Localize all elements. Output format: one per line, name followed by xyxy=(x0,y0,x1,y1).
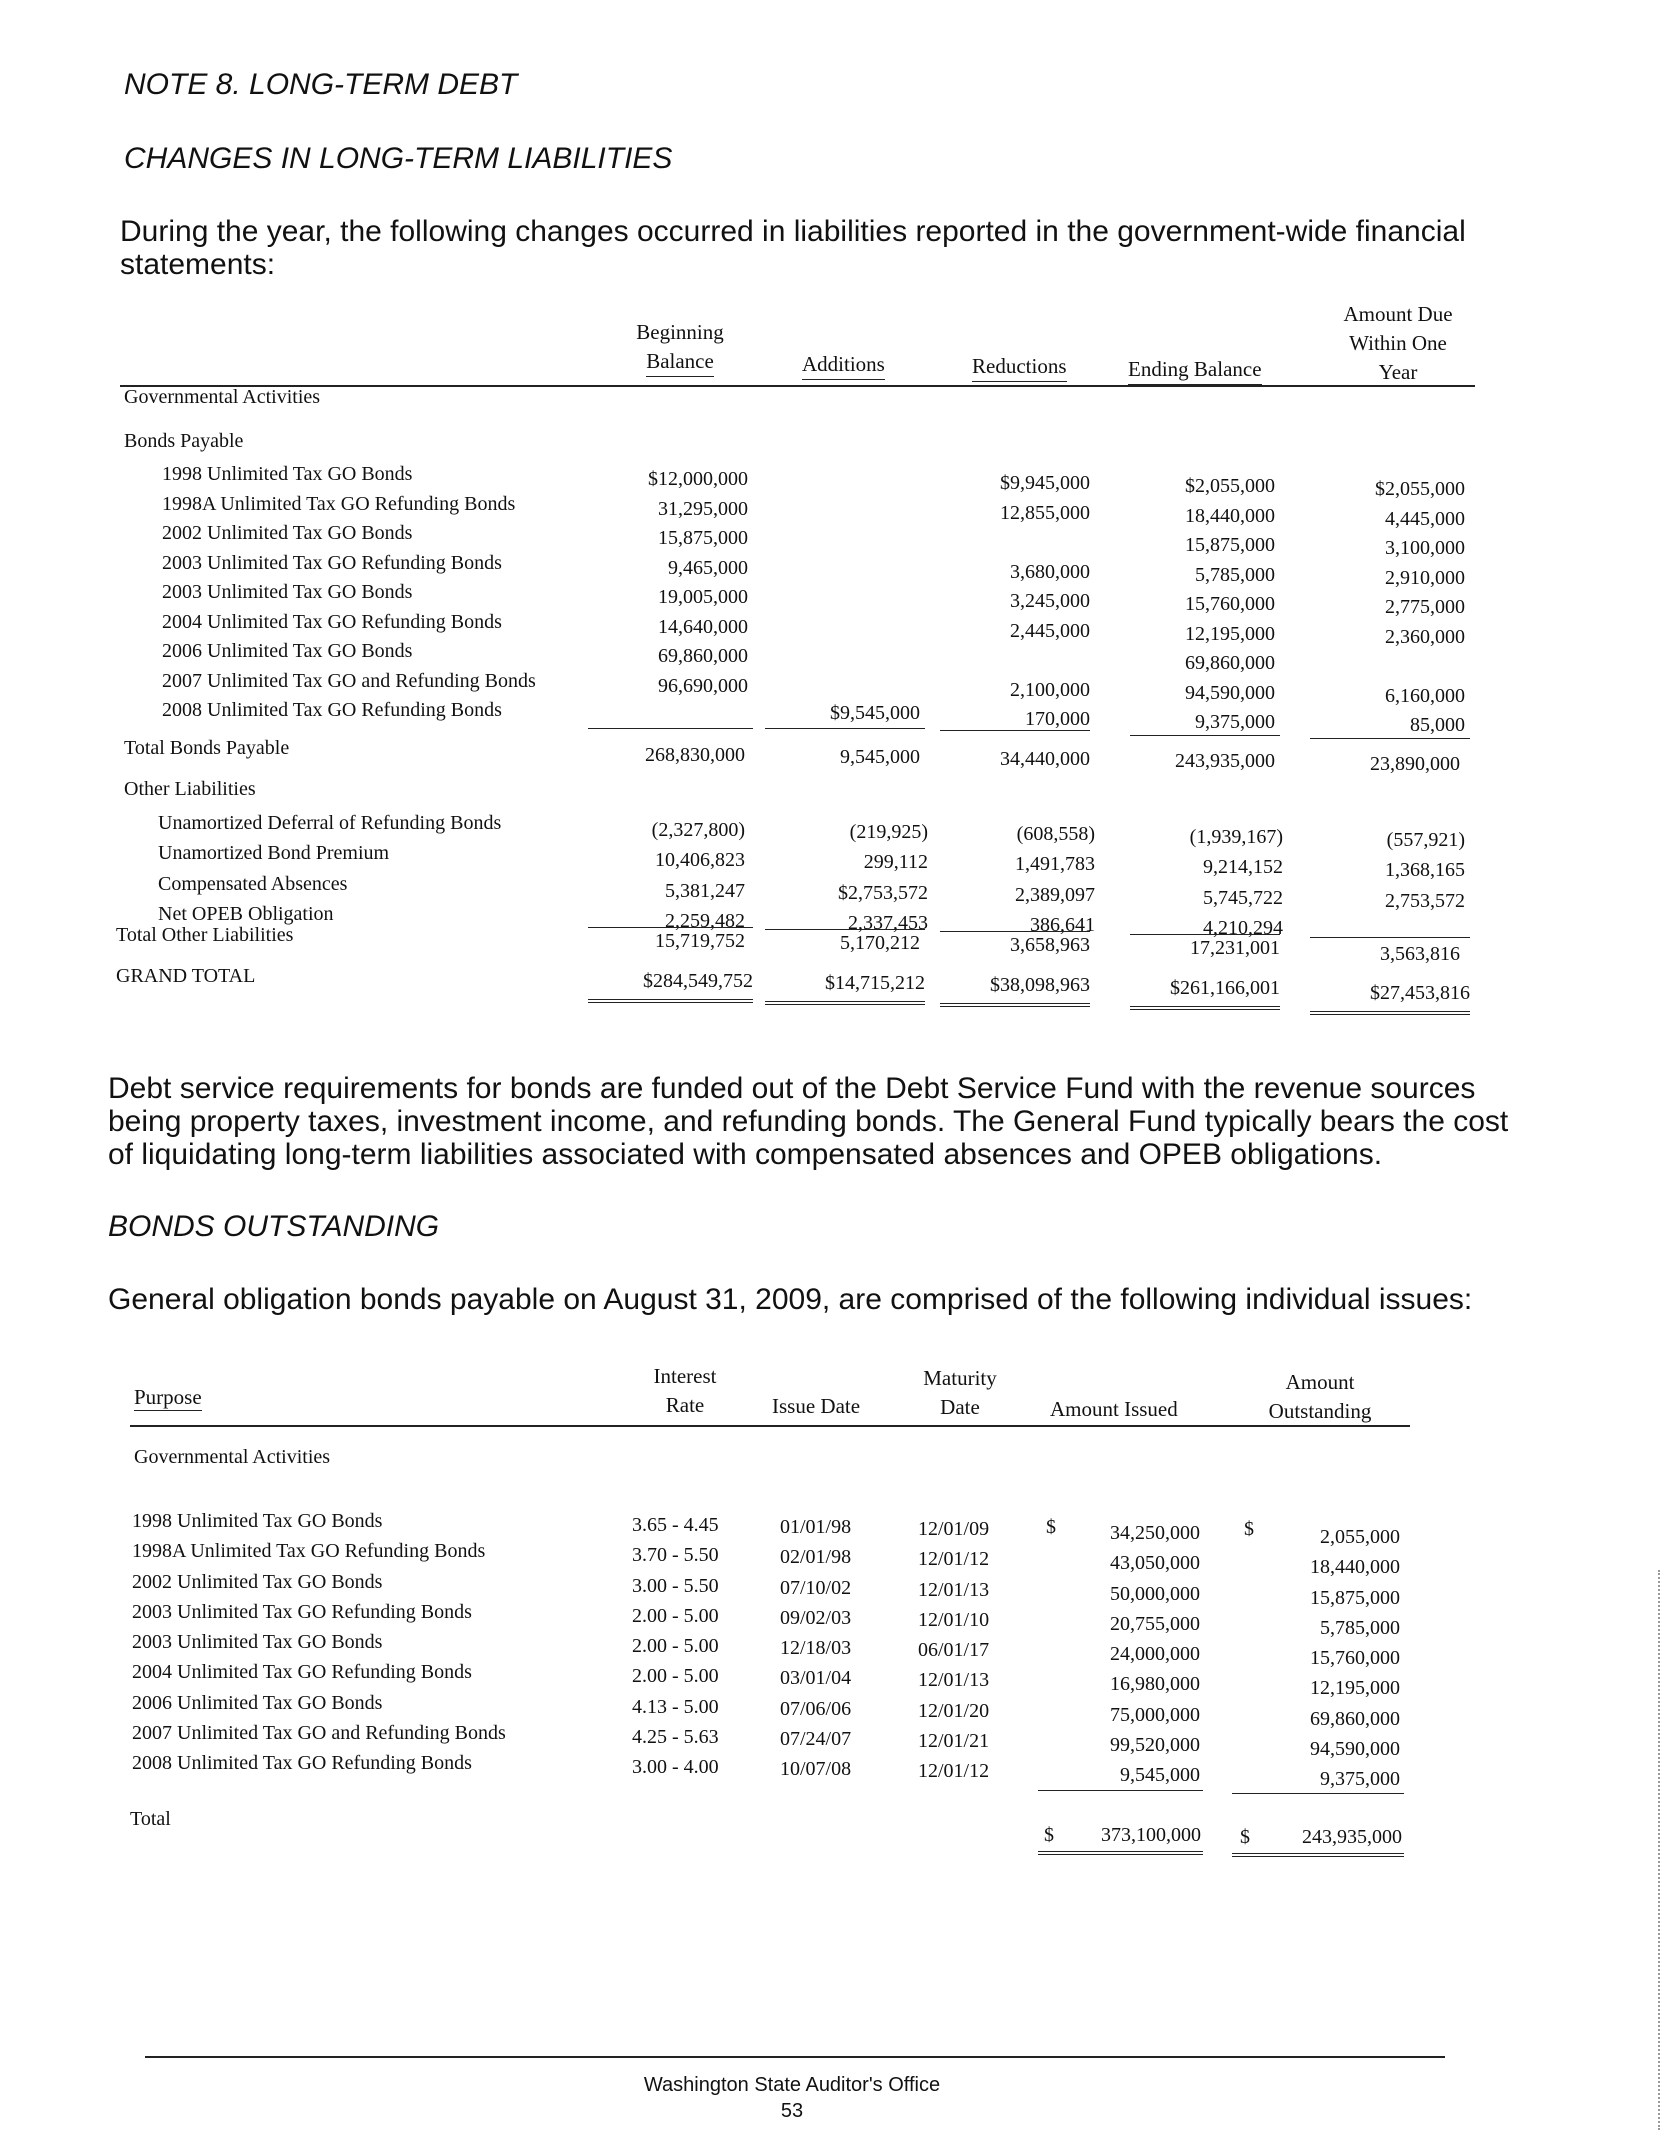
additions-subtotal-rule xyxy=(765,728,925,729)
section-title-bonds-outstanding: BONDS OUTSTANDING xyxy=(108,1210,440,1243)
scan-margin-line xyxy=(1658,1570,1660,2130)
list-item: Net OPEB Obligation xyxy=(158,902,334,925)
bonds-governmental-activities-label: Governmental Activities xyxy=(134,1446,331,1468)
list-item: 2004 Unlimited Tax GO Refunding Bonds xyxy=(162,610,502,633)
bonds-total-outstanding-currency: $ xyxy=(1240,1826,1250,1848)
governmental-activities-label: Governmental Activities xyxy=(124,386,321,408)
list-item: Unamortized Deferral of Refunding Bonds xyxy=(158,812,502,834)
grand-total-ending: $261,166,001 xyxy=(1130,977,1280,1010)
bonds-names-column xyxy=(132,1506,506,1779)
other-ending-column: (1,939,167) 9,214,152 5,745,722 4,210,294 xyxy=(1189,826,1283,939)
bonds-header-rule xyxy=(130,1425,1410,1427)
total-other-ending: 17,231,001 xyxy=(1190,937,1280,959)
beginning-column: $12,000,000 31,295,000 15,875,000 9,465,000 19,005,000 14,640,000 69,860,000 96,690,000 xyxy=(648,468,748,697)
other-names-column xyxy=(158,808,501,929)
other-due-column: (557,921) 1,368,165 2,753,572 xyxy=(1385,829,1465,912)
table-row: 1998A Unlimited Tax GO Refunding Bonds xyxy=(132,1540,486,1563)
bonds-total-outstanding: 243,935,000 xyxy=(1302,1826,1402,1848)
list-item: 1998A Unlimited Tax GO Refunding Bonds xyxy=(162,492,516,515)
header-maturity-date: Maturity Date xyxy=(923,1366,997,1419)
other-additions-rule xyxy=(765,929,925,930)
bonds-maturity-column: 12/01/09 12/01/12 12/01/13 12/01/10 06/01/17 12/01/13 12/01/20 12/01/21 12/01/12 xyxy=(918,1518,990,1783)
bonds-payable-label: Bonds Payable xyxy=(124,430,244,452)
header-interest-rate: Interest Rate xyxy=(653,1364,717,1417)
total-other-additions: 5,170,212 xyxy=(840,932,920,954)
table-row: 2007 Unlimited Tax GO and Refunding Bonds xyxy=(132,1722,506,1745)
note-title: NOTE 8. LONG-TERM DEBT xyxy=(124,68,518,101)
header-additions: Additions xyxy=(802,350,885,380)
table-row: 1998 Unlimited Tax GO Bonds xyxy=(132,1510,383,1532)
header-amount-issued: Amount Issued xyxy=(1050,1397,1178,1421)
other-additions-column: (219,925) 299,112 $2,753,572 2,337,453 xyxy=(838,821,928,934)
bonds-outstanding-column: 2,055,000 18,440,000 15,875,000 5,785,000 15,760,000 12,195,000 69,860,000 94,590,000 9,375,000 xyxy=(1310,1526,1400,1791)
table-row: 2003 Unlimited Tax GO Refunding Bonds xyxy=(132,1600,472,1623)
table-row: 2004 Unlimited Tax GO Refunding Bonds xyxy=(132,1661,472,1684)
bonds-total-label: Total xyxy=(130,1808,171,1830)
header-beginning-balance: Beginning Balance xyxy=(620,318,740,377)
outstanding-currency-symbol: $ xyxy=(1244,1518,1254,1540)
beginning-subtotal-rule xyxy=(588,728,753,729)
other-due-rule xyxy=(1310,937,1470,938)
other-beginning-column: (2,327,800) 10,406,823 5,381,247 2,259,482 xyxy=(651,819,745,932)
total-bonds-label: Total Bonds Payable xyxy=(124,737,290,759)
header-amount-due: Amount Due Within One Year xyxy=(1343,302,1453,384)
other-reductions-rule xyxy=(940,931,1090,932)
header-ending-balance: Ending Balance xyxy=(1128,355,1262,385)
header-reductions: Reductions xyxy=(972,352,1067,382)
due-subtotal-rule xyxy=(1310,738,1470,739)
list-item: 2002 Unlimited Tax GO Bonds xyxy=(162,522,413,544)
table-row: 2006 Unlimited Tax GO Bonds xyxy=(132,1691,383,1714)
list-item: 1998 Unlimited Tax GO Bonds xyxy=(162,463,413,485)
list-item: Unamortized Bond Premium xyxy=(158,842,390,865)
issued-subtotal-rule xyxy=(1038,1790,1203,1791)
section-title-changes: CHANGES IN LONG-TERM LIABILITIES xyxy=(124,142,673,175)
bonds-total-outstanding-cell xyxy=(1232,1826,1404,1857)
list-item: 2006 Unlimited Tax GO Bonds xyxy=(162,640,413,662)
ending-subtotal-rule xyxy=(1130,735,1280,736)
list-item: 2003 Unlimited Tax GO Refunding Bonds xyxy=(162,551,502,574)
grand-total-reductions: $38,098,963 xyxy=(940,974,1090,1007)
total-bonds-due: 23,890,000 xyxy=(1370,753,1460,775)
bonds-total-issued: 373,100,000 xyxy=(1101,1824,1201,1846)
additions-2008: $9,545,000 xyxy=(830,702,920,724)
total-other-reductions: 3,658,963 xyxy=(1010,934,1090,956)
other-liabilities-label: Other Liabilities xyxy=(124,778,256,800)
bond-names-column xyxy=(162,460,536,726)
header-amount-outstanding: Amount Outstanding xyxy=(1268,1370,1372,1423)
issued-currency-symbol: $ xyxy=(1046,1516,1056,1538)
other-ending-rule xyxy=(1130,934,1280,935)
header-purpose: Purpose xyxy=(134,1385,202,1409)
total-other-due: 3,563,816 xyxy=(1380,943,1460,965)
ending-column: $2,055,000 18,440,000 15,875,000 5,785,000 15,760,000 12,195,000 69,860,000 94,590,000 9,375,000 xyxy=(1185,475,1275,733)
header-issue-date: Issue Date xyxy=(772,1394,861,1418)
bonds-rates-column: 3.65 - 4.45 3.70 - 5.50 3.00 - 5.50 2.00 - 5.00 2.00 - 5.00 2.00 - 5.00 4.13 - 5.00 4.25 - 5.63 3.00 - 4.00 xyxy=(632,1514,719,1779)
grand-total-beginning: $284,549,752 xyxy=(588,970,753,1003)
grand-total-label: GRAND TOTAL xyxy=(116,965,256,987)
reductions-subtotal-rule xyxy=(940,730,1090,731)
header-rule xyxy=(120,385,1475,387)
outstanding-subtotal-rule xyxy=(1232,1793,1404,1794)
grand-total-additions: $14,715,212 xyxy=(765,972,925,1005)
bonds-total-issued-currency: $ xyxy=(1044,1824,1054,1846)
list-item: 2007 Unlimited Tax GO and Refunding Bonds xyxy=(162,669,536,692)
footer-rule xyxy=(145,2056,1445,2058)
bonds-issue-dates-column: 01/01/98 02/01/98 07/10/02 09/02/03 12/18/03 03/01/04 07/06/06 07/24/07 10/07/08 xyxy=(780,1516,852,1781)
total-other-label: Total Other Liabilities xyxy=(116,924,294,946)
total-bonds-ending: 243,935,000 xyxy=(1175,750,1275,772)
table-row: 2008 Unlimited Tax GO Refunding Bonds xyxy=(132,1752,472,1775)
bonds-intro-paragraph: General obligation bonds payable on August 31, 2009, are comprised of the following individual issues: xyxy=(108,1283,1473,1316)
footer-office: Washington State Auditor's Office xyxy=(643,2074,941,2096)
due-column: $2,055,000 4,445,000 3,100,000 2,910,000 2,775,000 2,360,000 6,160,000 85,000 xyxy=(1375,478,1465,736)
table-row: 2002 Unlimited Tax GO Bonds xyxy=(132,1570,383,1593)
bonds-issued-column: 34,250,000 43,050,000 50,000,000 20,755,000 24,000,000 16,980,000 75,000,000 99,520,000 9,545,000 xyxy=(1110,1522,1200,1787)
intro-paragraph: During the year, the following changes occurred in liabilities reported in the government-wide financial statements: xyxy=(120,215,1466,281)
other-beginning-rule xyxy=(588,927,753,928)
other-reductions-column: (608,558) 1,491,783 2,389,097 386,641 xyxy=(1015,823,1095,936)
total-bonds-beginning: 268,830,000 xyxy=(645,744,745,766)
page-number: 53 xyxy=(780,2100,804,2122)
list-item: Compensated Absences xyxy=(158,872,348,895)
total-bonds-additions: 9,545,000 xyxy=(840,746,920,768)
total-other-beginning: 15,719,752 xyxy=(655,930,745,952)
list-item: 2008 Unlimited Tax GO Refunding Bonds xyxy=(162,699,502,721)
bonds-total-issued-cell xyxy=(1038,1824,1203,1855)
list-item: 2003 Unlimited Tax GO Bonds xyxy=(162,581,413,603)
total-bonds-reductions: 34,440,000 xyxy=(1000,748,1090,770)
table-row: 2003 Unlimited Tax GO Bonds xyxy=(132,1631,383,1654)
grand-total-due: $27,453,816 xyxy=(1310,982,1470,1015)
reductions-column: $9,945,000 12,855,000 3,680,000 3,245,000 2,445,000 2,100,000 170,000 xyxy=(1000,472,1090,730)
debt-service-paragraph: Debt service requirements for bonds are funded out of the Debt Service Fund with the revenue sources being property taxes, investment income, and refunding bonds. The General Fund typically bears the cost of liquidating long-term liabilities associated with compensated absences and OPEB obligations. xyxy=(108,1072,1509,1171)
